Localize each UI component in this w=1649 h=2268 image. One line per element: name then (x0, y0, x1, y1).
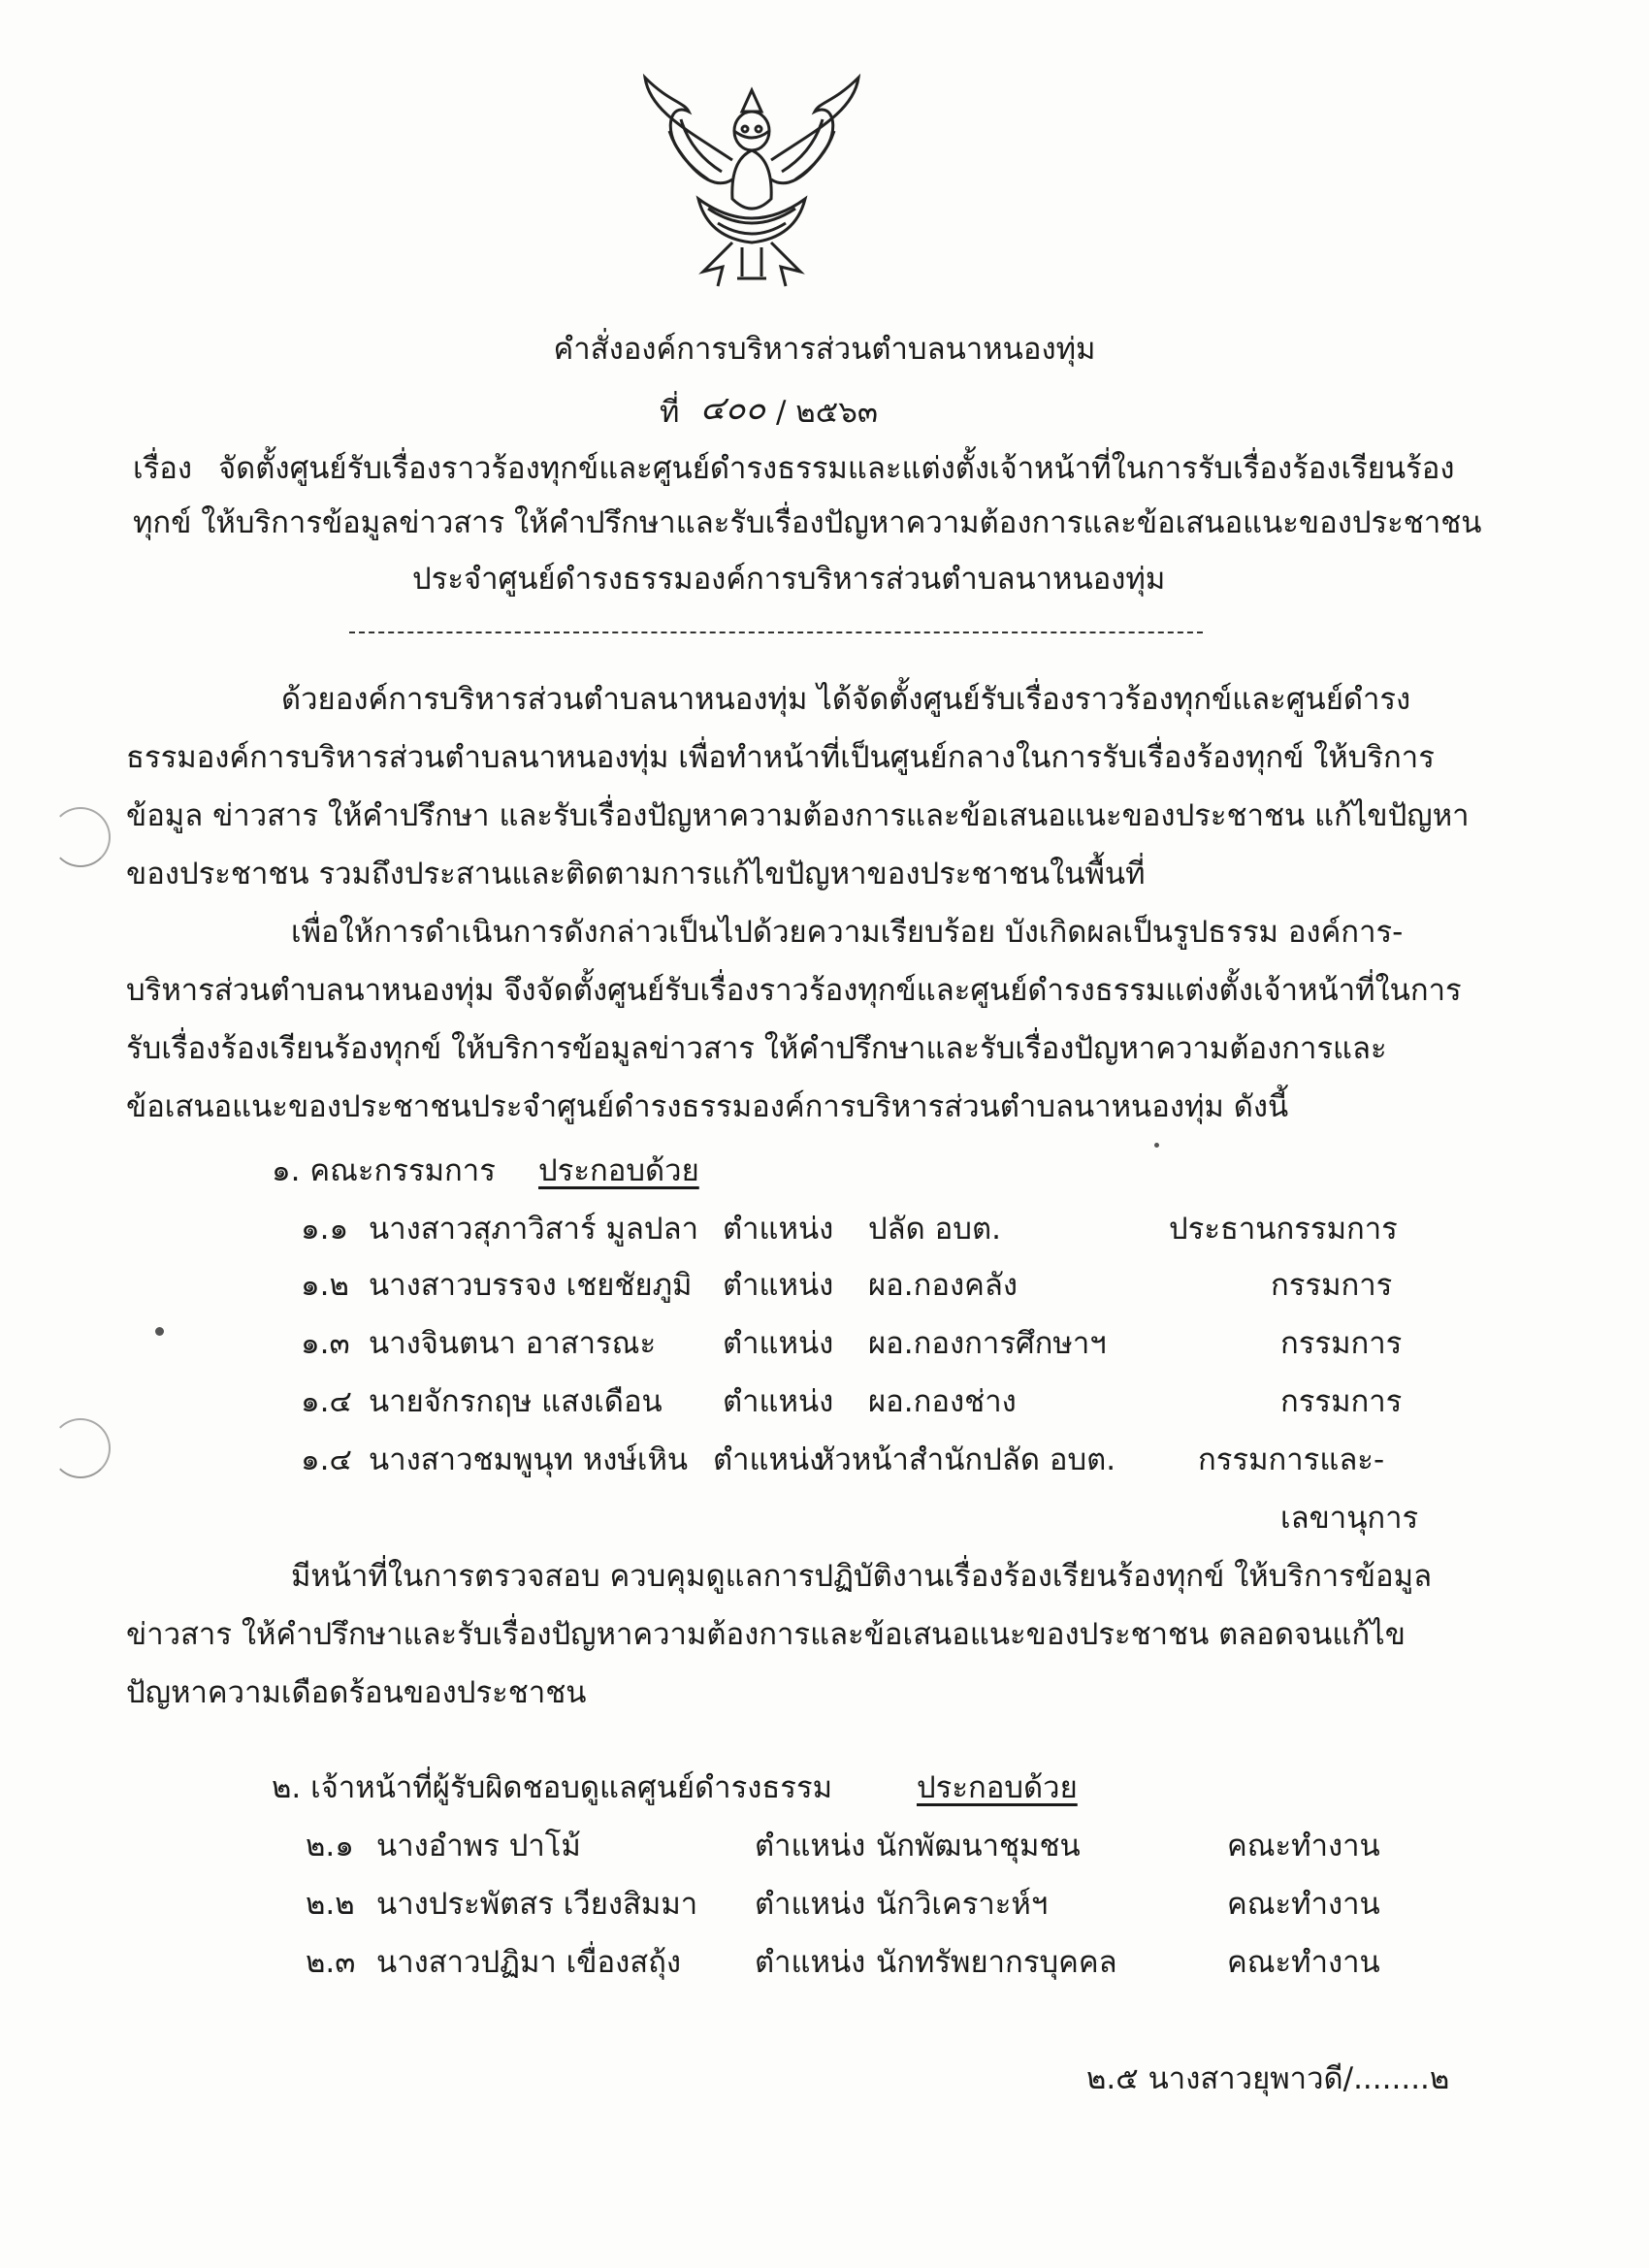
member-position-label: ตำแหน่ง (755, 1887, 866, 1922)
member-number: ๑.๑ (301, 1212, 349, 1247)
member-role-continued: เลขานุการ (1280, 1501, 1419, 1536)
member-name: นางสาวบรรจง เชยชัยภูมิ (369, 1268, 693, 1303)
member-role: คณะทำงาน (1227, 1887, 1380, 1922)
member-position-label: ตำแหน่ง (723, 1384, 834, 1419)
member-role: กรรมการ (1280, 1384, 1403, 1419)
member-number: ๑.๓ (301, 1326, 350, 1361)
subject-line: จัดตั้งศูนย์รับเรื่องราวร้องทุกข์และศูนย์ดำรงธรรมและแต่งตั้งเจ้าหน้าที่ในการรับเรื่องร้องเรียนร้อง (218, 451, 1455, 486)
scan-speck (1154, 1143, 1159, 1148)
member-name: นางจินตนา อาสารณะ (369, 1326, 657, 1361)
member-position: ปลัด อบต. (868, 1212, 1001, 1247)
member-name: นางอำพร ปาโม้ (376, 1829, 581, 1863)
member-number: ๑.๔ (301, 1442, 352, 1477)
order-number-handwritten: ๔๐๐ (700, 389, 766, 428)
member-position: ผอ.กองคลัง (868, 1268, 1018, 1303)
duty-line: ข่าวสาร ให้คำปรึกษาและรับเรื่องปัญหาความต้องการและข้อเสนอแนะของประชาชน ตลอดจนแก้ไข (126, 1617, 1406, 1652)
duty-line: ปัญหาความเดือดร้อนของประชาชน (126, 1675, 587, 1710)
member-name: นางสาวชมพูนุท หงษ์เหิน (369, 1442, 689, 1477)
paragraph-line: ข้อเสนอแนะของประชาชนประจำศูนย์ดำรงธรรมองค์การบริหารส่วนตำบลนาหนองทุ่ม ดังนี้ (126, 1089, 1289, 1124)
member-position: นักวิเคราะห์ฯ (876, 1887, 1049, 1922)
punch-hole-mark (50, 807, 111, 867)
member-role: คณะทำงาน (1227, 1829, 1380, 1863)
member-position-label: ตำแหน่ง (755, 1829, 866, 1863)
subject-line: ประจำศูนย์ดำรงธรรมองค์การบริหารส่วนตำบลนาหนองทุ่ม (412, 562, 1166, 597)
punch-hole-mark (50, 1418, 111, 1478)
member-role: กรรมการ (1271, 1268, 1393, 1303)
member-role: กรรมการ (1280, 1326, 1403, 1361)
duty-line: มีหน้าที่ในการตรวจสอบ ควบคุมดูแลการปฏิบัติงานเรื่องร้องเรียนร้องทุกข์ ให้บริการข้อมูล (291, 1559, 1433, 1594)
section2-heading: ๒. เจ้าหน้าที่ผู้รับผิดชอบดูแลศูนย์ดำรงธรรม (272, 1770, 833, 1805)
paragraph-line: รับเรื่องร้องเรียนร้องทุกข์ ให้บริการข้อมูลข่าวสาร ให้คำปรึกษาและรับเรื่องปัญหาความต้องการและ (126, 1031, 1387, 1066)
subject-line: ทุกข์ ให้บริการข้อมูลข่าวสาร ให้คำปรึกษาและรับเรื่องปัญหาความต้องการและข้อเสนอแนะของประชาชน (133, 505, 1482, 540)
member-position: นักทรัพยากรบุคคล (876, 1945, 1117, 1980)
member-position: ผอ.กองช่าง (868, 1384, 1017, 1419)
member-number: ๒.๑ (306, 1829, 354, 1863)
garuda-emblem-icon (630, 73, 873, 291)
member-role: ประธานกรรมการ (1169, 1212, 1398, 1247)
member-position-label: ตำแหน่ง (723, 1212, 834, 1247)
member-number: ๑.๔ (301, 1384, 352, 1419)
section2-heading-suffix: ประกอบด้วย (917, 1770, 1078, 1805)
order-number-year: / ๒๕๖๓ (776, 395, 879, 430)
member-name: นายจักรกฤษ แสงเดือน (369, 1384, 663, 1419)
member-number: ๑.๒ (301, 1268, 349, 1303)
member-position-label: ตำแหน่ง (723, 1326, 834, 1361)
member-role: คณะทำงาน (1227, 1945, 1380, 1980)
paragraph-line: ด้วยองค์การบริหารส่วนตำบลนาหนองทุ่ม ได้จัดตั้งศูนย์รับเรื่องราวร้องทุกข์และศูนย์ดำรง (281, 682, 1411, 717)
member-position-label: ตำแหน่ง (723, 1268, 834, 1303)
member-name: นางสาวปฏิมา เขื่องสถุ้ง (376, 1945, 682, 1980)
paragraph-line: บริหารส่วนตำบลนาหนองทุ่ม จึงจัดตั้งศูนย์รับเรื่องราวร้องทุกข์และศูนย์ดำรงธรรมแต่งตั้งเจ้าหน้าที่ในการ (126, 973, 1462, 1008)
section1-heading-suffix: ประกอบด้วย (538, 1153, 699, 1188)
member-position-label: ตำแหน่ง (755, 1945, 866, 1980)
scan-speck (155, 1327, 164, 1336)
paragraph-line: ของประชาชน รวมถึงประสานและติดตามการแก้ไขปัญหาของประชาชนในพื้นที่ (126, 857, 1146, 891)
member-role: กรรมการและ- (1198, 1442, 1385, 1477)
member-position: หัวหน้าสำนักปลัด อบต. (815, 1442, 1116, 1477)
paragraph-line: ข้อมูล ข่าวสาร ให้คำปรึกษา และรับเรื่องปัญหาความต้องการและข้อเสนอแนะของประชาชน แก้ไขปัญหา (126, 798, 1470, 833)
paragraph-line: เพื่อให้การดำเนินการดังกล่าวเป็นไปด้วยความเรียบร้อย บังเกิดผลเป็นรูปธรรม องค์การ- (291, 915, 1404, 950)
continuation-note: ๒.๕ นางสาวยุพาวดี/........๒ (1086, 2061, 1450, 2096)
order-title: คำสั่งองค์การบริหารส่วนตำบลนาหนองทุ่ม (553, 332, 1096, 367)
member-number: ๒.๓ (306, 1945, 356, 1980)
section1-heading: ๑. คณะกรรมการ (272, 1153, 496, 1188)
paragraph-line: ธรรมองค์การบริหารส่วนตำบลนาหนองทุ่ม เพื่อทำหน้าที่เป็นศูนย์กลางในการรับเรื่องร้องทุกข์ ให้บริการ (126, 740, 1435, 775)
order-number-prefix: ที่ (660, 395, 680, 430)
member-number: ๒.๒ (306, 1887, 355, 1922)
member-name: นางประพัตสร เวียงสิมมา (376, 1887, 698, 1922)
member-position: นักพัฒนาชุมชน (876, 1829, 1081, 1863)
member-position: ผอ.กองการศึกษาฯ (868, 1326, 1107, 1361)
separator-line (349, 632, 1203, 633)
member-name: นางสาวสุภาวิสาร์ มูลปลา (369, 1212, 698, 1247)
subject-label: เรื่อง (133, 451, 193, 486)
member-position-label: ตำแหน่ง (713, 1442, 824, 1477)
